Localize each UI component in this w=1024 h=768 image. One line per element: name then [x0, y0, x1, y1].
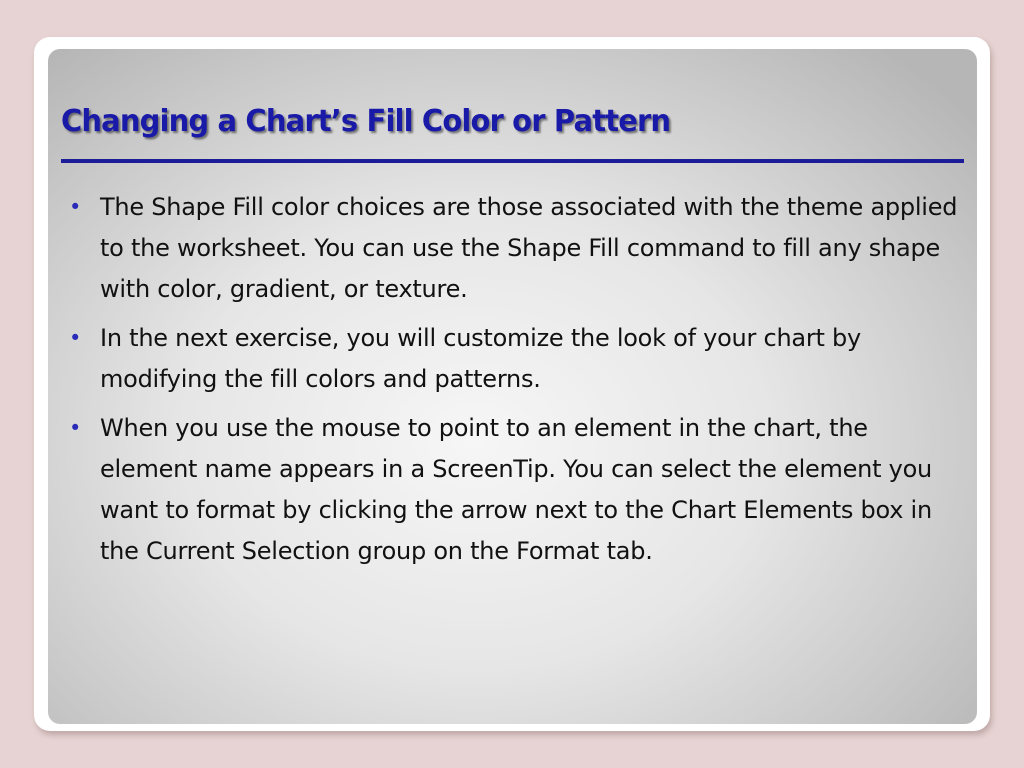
bullet-icon: •	[69, 416, 82, 440]
bullet-text: In the next exercise, you will customize the look of your chart by modifying the fill colors and patterns.	[100, 324, 861, 393]
bullet-item	[69, 187, 959, 310]
title-underline-rule	[61, 159, 964, 163]
bullet-list	[69, 187, 959, 580]
slide-title: Changing a Chart’s Fill Color or Pattern	[61, 104, 671, 139]
bullet-icon: •	[69, 195, 82, 219]
bullet-icon: •	[69, 326, 82, 350]
bullet-item	[69, 318, 959, 400]
bullet-text: When you use the mouse to point to an element in the chart, the element name appears in a ScreenTip. You can select the element you want to format by clicking the arrow next to the Chart Elements box in the Current Selection group on the Format tab.	[100, 414, 933, 565]
bullet-text: The Shape Fill color choices are those associated with the theme applied to the worksheet. You can use the Shape Fill command to fill any shape with color, gradient, or texture.	[100, 193, 958, 303]
slide	[48, 49, 977, 724]
bullet-item	[69, 408, 959, 572]
